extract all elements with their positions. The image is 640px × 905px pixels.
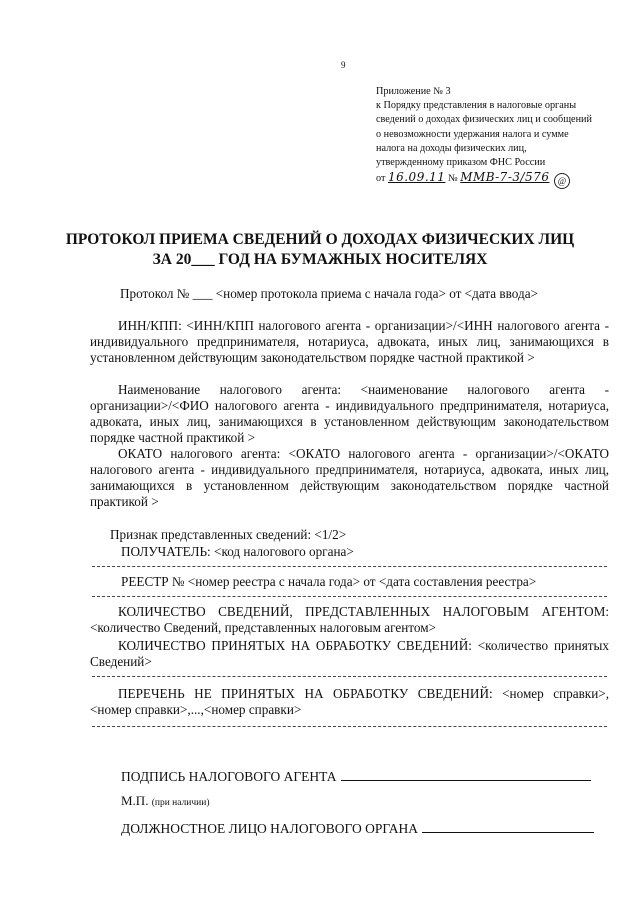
recipient-line: ПОЛУЧАТЕЛЬ: <код налогового органа> (121, 544, 354, 559)
appendix-line: к Порядку представления в налоговые органы (376, 100, 577, 112)
date-prefix: от (376, 173, 386, 185)
stamp-mark: @ (554, 173, 570, 189)
agent-signature-line (121, 768, 591, 785)
title-line-1: ПРОТОКОЛ ПРИЕМА СВЕДЕНИЙ О ДОХОДАХ ФИЗИЧЕСКИХ ЛИЦ (65, 231, 575, 248)
not-accepted-paragraph: ПЕРЕЧЕНЬ НЕ ПРИНЯТЫХ НА ОБРАБОТКУ СВЕДЕНИЙ: <номер справки>, <номер справки>,...,<номер справки> (90, 686, 609, 717)
document-title (0, 230, 640, 270)
appendix-header (376, 85, 626, 189)
number-prefix: № (447, 173, 458, 185)
sign-feature: Признак представленных сведений: <1/2> (110, 527, 347, 542)
mp-label: М.П. (121, 793, 149, 808)
appendix-line: Приложение № 3 (376, 86, 451, 97)
count-submitted-paragraph: КОЛИЧЕСТВО СВЕДЕНИЙ, ПРЕДСТАВЛЕННЫХ НАЛОГОВЫМ АГЕНТОМ: <количество Сведений, представленных налоговым агентом> (90, 604, 609, 635)
okato-paragraph: ОКАТО налогового агента: <ОКАТО налогового агента - организации>/<ОКАТО налогового агента - индивидуального предпринимателя, нотариуса, адвоката, иных лиц, занимающихся в установленном действующим законодательством порядке частной практикой > (90, 446, 609, 509)
registry-line: РЕЕСТР № <номер реестра с начала года> от <дата составления реестра> (121, 574, 537, 589)
divider (92, 726, 607, 727)
handwritten-number: ММВ-7-3/576 (460, 170, 550, 185)
official-signature-label: ДОЛЖНОСТНОЕ ЛИЦО НАЛОГОВОГО ОРГАНА (121, 821, 418, 836)
appendix-line: утвержденному приказом ФНС России (376, 157, 546, 169)
appendix-line: сведений о доходах физических лиц и сообщений (376, 114, 592, 126)
order-date-number (376, 170, 626, 189)
agent-signature-label: ПОДПИСЬ НАЛОГОВОГО АГЕНТА (121, 769, 337, 784)
appendix-line: о невозможности удержания налога и сумме (376, 128, 569, 140)
handwritten-date: 16.09.11 (387, 170, 446, 185)
signature-blank (422, 820, 594, 833)
protocol-line: Протокол № ___ <номер протокола приема с начала года> от <дата ввода> (120, 286, 538, 301)
divider (92, 596, 607, 597)
agent-name-paragraph: Наименование налогового агента: <наименование налогового агента - организации>/<ФИО налогового агента - индивидуального предпринимателя, нотариуса, адвоката, иных лиц, занимающихся в установленном действующим законодательством порядке частной практикой > (90, 382, 609, 445)
mp-note: (при наличии) (151, 798, 210, 808)
inn-kpp-paragraph: ИНН/КПП: <ИНН/КПП налогового агента - организации>/<ИНН налогового агента - индивидуального предпринимателя, нотариуса, адвоката, иных лиц, занимающихся в установленном действующим законодательством порядке частной практикой > (90, 318, 609, 365)
title-line-2: ЗА 20___ ГОД НА БУМАЖНЫХ НОСИТЕЛЯХ (152, 251, 488, 268)
divider (92, 676, 607, 677)
appendix-line: налога на доходы физических лиц, (376, 142, 527, 154)
seal-place (121, 793, 209, 809)
signature-blank (341, 768, 591, 781)
page-number: 9 (341, 60, 346, 70)
official-signature-line (121, 820, 594, 837)
count-accepted-paragraph: КОЛИЧЕСТВО ПРИНЯТЫХ НА ОБРАБОТКУ СВЕДЕНИЙ: <количество принятых Сведений> (90, 638, 609, 669)
divider (92, 566, 607, 567)
